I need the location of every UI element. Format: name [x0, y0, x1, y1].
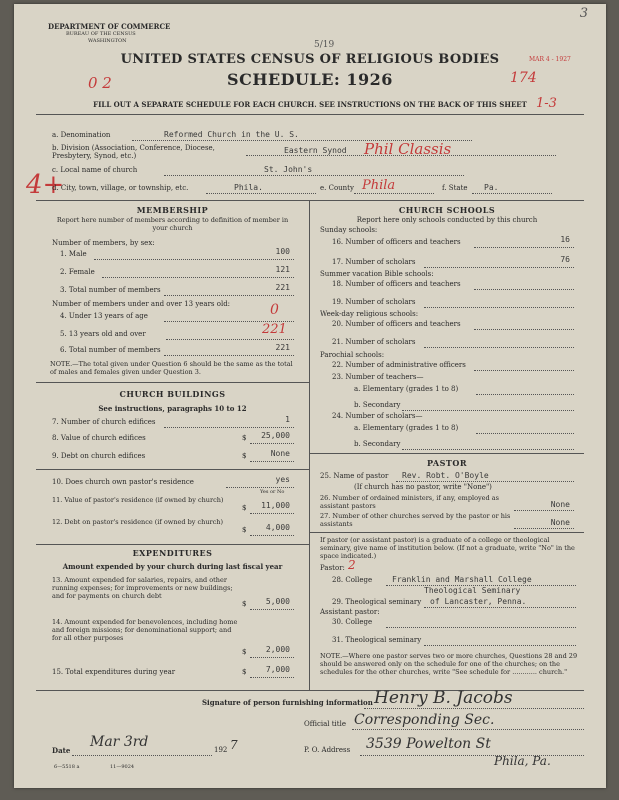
q29-label: 29. Theological seminary: [332, 598, 422, 606]
sunday-heading: Sunday schools:: [320, 226, 378, 234]
q9-value: None: [270, 449, 290, 458]
q13-label: 13. Amount expended for salaries, repairs, and other running expenses; for improvements or new buildings; and for payments on church debt: [52, 576, 233, 600]
q31-label: 31. Theological seminary: [332, 636, 422, 644]
form-title: UNITED STATES CENSUS OF RELIGIOUS BODIES: [120, 52, 500, 67]
q8-value: 25,000: [261, 431, 290, 440]
q10-sublabel: Yes or No: [260, 489, 285, 495]
q6-label: 6. Total number of members: [60, 346, 161, 354]
department-name: DEPARTMENT OF COMMERCE: [48, 22, 171, 31]
pastor-sublabel: Pastor:: [320, 564, 345, 572]
expenditures-subtitle: Amount expended by your church during last fiscal year: [62, 562, 283, 571]
pastor-note: NOTE.—Where one pastor serves two or more churches, Questions 28 and 29 should be answered only on the schedule for one of the churches; on the schedules for the other churches, write "See schedule for ............ church.": [320, 652, 578, 676]
q25-value: Rev. Robt. O'Boyle: [402, 471, 489, 480]
buildings-title: CHURCH BUILDINGS: [119, 389, 226, 399]
q1-label: 1. Male: [60, 250, 87, 258]
q26-label: 26. Number of ordained ministers, if any, employed as assistant pastors: [320, 494, 499, 510]
code-174: 174: [510, 70, 537, 86]
membership-subtitle: Report here number of members according to definition of member in your church: [56, 216, 289, 232]
column-divider: [309, 200, 310, 600]
q19-label: 19. Number of scholars: [332, 298, 416, 306]
q2-label: 2. Female: [60, 268, 95, 276]
parochial-heading: Parochial schools:: [320, 351, 385, 359]
q24a-label: a. Elementary (grades 1 to 8): [354, 424, 459, 432]
q28-value: Franklin and Marshall College: [392, 575, 532, 584]
q24-label: 24. Number of scholars—: [332, 412, 423, 420]
local-name-value: St. John's: [264, 165, 313, 174]
q3-label: 3. Total number of members: [60, 286, 161, 294]
q25-sublabel: (If church has no pastor, write "None"): [354, 483, 492, 491]
address-value: 3539 Powelton St: [366, 736, 491, 752]
corner-number: 3: [579, 6, 588, 21]
q10-value: yes: [275, 475, 290, 484]
q2-value: 121: [275, 265, 290, 274]
q16-value: 16: [560, 235, 570, 244]
q29-value-line2: of Lancaster, Penna.: [430, 597, 527, 606]
q10-label: 10. Does church own pastor's residence: [52, 478, 194, 486]
q5-label: 5. 13 years old and over: [60, 330, 146, 338]
q30-label: 30. College: [332, 618, 373, 626]
q27-label: 27. Number of other churches served by the pastor or his assistants: [320, 512, 511, 528]
q22-label: 22. Number of administrative officers: [332, 361, 466, 369]
membership-title: MEMBERSHIP: [136, 205, 209, 215]
assistant-sublabel: Assistant pastor:: [320, 608, 380, 616]
q11-label: 11. Value of pastor's residence (if owned by church): [52, 496, 224, 504]
census-schedule-sheet: DEPARTMENT OF COMMERCE BUREAU OF THE CENSUS WASHINGTON 3 5/19 MAR 4 - 1927 UNITED STATES CENSUS OF RELIGIOUS BODIES SCHEDULE: 1926 0 2 174 1-3 FILL OUT A SEPARATE SCHEDULE FOR EACH CHURCH. SEE INSTRUCTIONS ON THE BACK OF THIS SHEET 4+ a. Denomination Reformed Church in the U. S. b. Division (Association, Conference, Diocese, Presbytery, Synod, etc.) Eastern Synod Phil Classis c. Local name of church St. John's d. City, town, village, or township, etc. Phila. e. County Phila f. State Pa. MEMBERSHIP Report here number of members according to definition of member in your church Number of members, by sex: 1. Male 100 2. Female 121 3. Total number of members 221 Number of members under and over 13 years old: 4. Under 13 years of age 0 5. 13 years old and over 221 6. Total number of members 221 NOTE.—The total given under Question 6 should be the same as the total of males and females given under Question 3. CHURCH BUILDINGS See instructions, paragraphs 10 to 12 7. Number of church edifices 1 8. Value of church edifices $ 25,000 9. Debt on church edifices $ None 10. Does church own pastor's residence yes Yes or No 11. Value of pastor's residence (if owned by church) $ 11,000 12. Debt on pastor's residence (if owned by church) $ 4,000 EXPENDITURES Amount expended by your church during last fiscal year 13. Amount expended for salaries, repairs, and other running expenses; for improvements or new buildings; and for payments on church debt $ 5,000 14. Amount expended for benevolences, including home and foreign missions; for denominational support; and for all other purposes $ 2,000 15. Total expenditures during year $ 7,000 CHURCH SCHOOLS Report here only schools conducted by this church Sunday schools: 16. Number of officers and teachers 16 17. Number of scholars 76 Summer vacation Bible schools: 18. Number of officers and teachers 19. Number of scholars Week-day religious schools: 20. Number of officers and teachers 21. Number of scholars Parochial schools: 22. Number of administrative officers 23. Number of teachers— a. Elementary (grades 1 to 8) b. Secondary 24. Number of scholars— a. Elementary (grades 1 to 8) b. Secondary PASTOR 25. Name of pastor Rev. Robt. O'Boyle (If church has no pastor, write "None") 26. Number of ordained ministers, if any, employed as assistant pastors None 27. Number of other churches served by the pastor or his assistants None If pastor (or assistant pastor) is a graduate of a college or theological seminary, give name of institution below. (If not a graduate, write "No" in the space indicated.) Pastor: 2 28. College Franklin and Marshall College Theological Seminary 29. Theological seminary of Lancaster, Penna. Assistant pastor: 30. College 31. Theological seminary NOTE.—Where one pastor serves two or more churches, Questions 28 and 29 should be answered only on the schedule for one of the churches; on the schedules for the other churches, write "See schedule for ............ church." Signature of person furnishing information Henry B. Jacobs Official title Corresponding Sec. Date Mar 3rd 192 7 P. O. Address 3539 Powelton St Phila, Pa. 6—5518 a 11—9024: [14, 4, 606, 788]
q25-label: 25. Name of pastor: [320, 472, 389, 480]
bureau-city: WASHINGTON: [88, 38, 127, 44]
by-sex-heading: Number of members, by sex:: [52, 239, 155, 247]
q23b-label: b. Secondary: [354, 401, 401, 409]
q28-label: 28. College: [332, 576, 373, 584]
q16-label: 16. Number of officers and teachers: [332, 238, 461, 246]
local-name-label: c. Local name of church: [52, 166, 138, 174]
q20-label: 20. Number of officers and teachers: [332, 320, 461, 328]
county-value: Phila: [362, 178, 396, 193]
date-year: 192: [214, 746, 228, 754]
address-label: P. O. Address: [304, 746, 351, 754]
date-year-digit: 7: [230, 738, 238, 752]
q14-value: 2,000: [265, 645, 290, 654]
signature-value: Henry B. Jacobs: [374, 688, 513, 708]
print-code: 11—9024: [110, 764, 135, 770]
q23-label: 23. Number of teachers—: [332, 373, 424, 381]
q6-value: 221: [275, 343, 290, 352]
q7-value: 1: [285, 415, 290, 424]
signature-label: Signature of person furnishing information: [202, 698, 373, 707]
state-label: f. State: [442, 184, 468, 192]
q11-value: 11,000: [261, 501, 290, 510]
header-rule: [36, 114, 584, 115]
frame-top: [36, 200, 584, 201]
q21-label: 21. Number of scholars: [332, 338, 416, 346]
address-value-2: Phila, Pa.: [494, 754, 551, 768]
state-value: Pa.: [484, 183, 499, 192]
summer-heading: Summer vacation Bible schools:: [320, 270, 434, 278]
division-value: Eastern Synod: [284, 146, 347, 155]
city-label: d. City, town, village, or township, etc.: [52, 184, 189, 192]
q4-label: 4. Under 13 years of age: [60, 312, 148, 320]
q15-label: 15. Total expenditures during year: [52, 668, 176, 676]
q17-value: 76: [560, 255, 570, 264]
code-1-3: 1-3: [536, 96, 557, 111]
q4-value: 0: [270, 302, 279, 318]
q24b-label: b. Secondary: [354, 440, 401, 448]
margin-mark: 4+: [26, 170, 65, 200]
q7-label: 7. Number of church edifices: [52, 418, 156, 426]
official-title-value: Corresponding Sec.: [354, 712, 495, 728]
official-title-label: Official title: [304, 720, 346, 728]
q18-label: 18. Number of officers and teachers: [332, 280, 461, 288]
q14-label: 14. Amount expended for benevolences, including home and foreign missions; for denominational support; and for all other purposes: [52, 618, 238, 642]
denomination-value: Reformed Church in the U. S.: [164, 130, 299, 139]
membership-note: NOTE.—The total given under Question 6 should be the same as the total of males and females given under Question 3.: [50, 360, 293, 376]
date-label: Date: [52, 746, 71, 755]
division-annotation: Phil Classis: [364, 140, 452, 158]
county-label: e. County: [320, 184, 354, 192]
pastor-mark: 2: [348, 558, 356, 572]
instruction-line: FILL OUT A SEPARATE SCHEDULE FOR EACH CHURCH. SEE INSTRUCTIONS ON THE BACK OF THIS SHEET: [93, 100, 527, 109]
q12-label: 12. Debt on pastor's residence (if owned by church): [52, 518, 223, 526]
q17-label: 17. Number of scholars: [332, 258, 416, 266]
buildings-subtitle: See instructions, paragraphs 10 to 12: [98, 404, 247, 413]
bureau-name: BUREAU OF THE CENSUS: [66, 31, 136, 37]
schools-subtitle: Report here only schools conducted by this church: [356, 216, 538, 224]
q5-value: 221: [262, 322, 287, 337]
age-heading: Number of members under and over 13 years old:: [52, 300, 231, 308]
q9-label: 9. Debt on church edifices: [52, 452, 146, 460]
code-top: 5/19: [314, 40, 335, 50]
q27-value: None: [550, 518, 570, 527]
received-stamp: MAR 4 - 1927: [529, 56, 571, 63]
q29-value-line1: Theological Seminary: [424, 586, 521, 595]
code-02: 0 2: [88, 74, 112, 92]
division-label: b. Division (Association, Conference, Diocese, Presbytery, Synod, etc.): [52, 144, 215, 160]
expenditures-title: EXPENDITURES: [132, 548, 213, 558]
schools-title: CHURCH SCHOOLS: [398, 205, 496, 215]
q8-label: 8. Value of church edifices: [52, 434, 146, 442]
city-value: Phila.: [234, 183, 263, 192]
weekday-heading: Week-day religious schools:: [320, 310, 419, 318]
q23a-label: a. Elementary (grades 1 to 8): [354, 385, 459, 393]
q1-value: 100: [275, 247, 290, 256]
graduate-note: If pastor (or assistant pastor) is a graduate of a college or theological seminary, give name of institution below. (If not a graduate, write "No" in the space indicated.): [320, 536, 575, 560]
pastor-title: PASTOR: [427, 458, 467, 468]
form-number: 6—5518 a: [54, 764, 80, 770]
q26-value: None: [550, 500, 570, 509]
denomination-label: a. Denomination: [52, 131, 111, 139]
q12-value: 4,000: [265, 523, 290, 532]
date-value: Mar 3rd: [90, 734, 149, 750]
schedule-title: SCHEDULE: 1926: [227, 70, 393, 89]
q15-value: 7,000: [265, 665, 290, 674]
q13-value: 5,000: [265, 597, 290, 606]
q3-value: 221: [275, 283, 290, 292]
